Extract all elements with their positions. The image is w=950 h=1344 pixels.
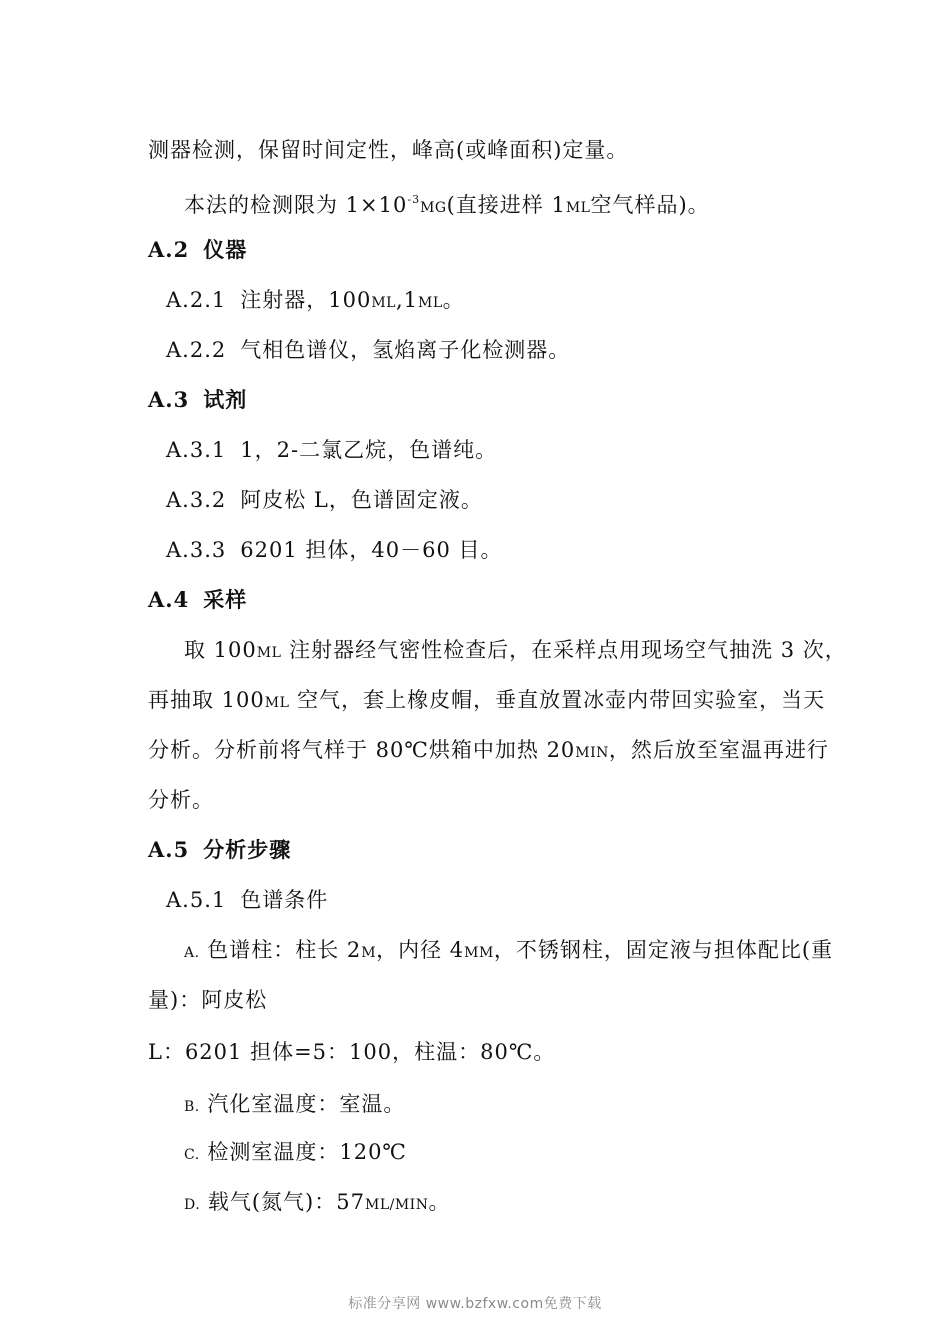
item-a33: A.3.3 6201 担体，40－60 目。 <box>166 538 503 562</box>
condition-a-line-3: L：6201 担体=5：100，柱温：80℃。 <box>148 1040 556 1064</box>
section-heading-a4: A.4 采样 <box>148 587 248 612</box>
item-a31: A.3.1 1，2-二氯乙烷，色谱纯。 <box>166 438 498 462</box>
condition-a-line-2: 量)：阿皮松 <box>148 988 268 1012</box>
sampling-line-3: 分析。分析前将气样于 80℃烘箱中加热 20MIN，然后放至室温再进行 <box>148 738 829 762</box>
condition-c: C. 检测室温度：120℃ <box>184 1140 407 1164</box>
item-a22: A.2.2 气相色谱仪，氢焰离子化检测器。 <box>166 338 571 362</box>
paragraph-line: 测器检测，保留时间定性，峰高(或峰面积)定量。 <box>148 138 629 162</box>
condition-a-line-1: A. 色谱柱：柱长 2M，内径 4MM，不锈钢柱，固定液与担体配比(重 <box>184 938 834 962</box>
sampling-line-4: 分析。 <box>148 788 214 812</box>
sampling-line-1: 取 100ML 注射器经气密性检查后，在采样点用现场空气抽洗 3 次， <box>184 638 847 662</box>
condition-d: D. 载气(氮气)：57ML/MIN。 <box>184 1190 451 1214</box>
section-heading-a5: A.5 分析步骤 <box>148 837 292 862</box>
condition-b: B. 汽化室温度：室温。 <box>184 1092 406 1116</box>
section-heading-a2: A.2 仪器 <box>148 237 248 262</box>
item-a51: A.5.1 色谱条件 <box>166 888 329 912</box>
footer-watermark: 标准分享网 www.bzfxw.com免费下载 <box>348 1296 602 1312</box>
section-heading-a3: A.3 试剂 <box>148 387 248 412</box>
item-a32: A.3.2 阿皮松 L，色谱固定液。 <box>166 488 483 512</box>
detection-limit-line: 本法的检测限为 $1\times 10^{-3}MG$(直接进样 1ML空气样品)。 <box>184 193 710 217</box>
sampling-line-2: 再抽取 100ML 空气，套上橡皮帽，垂直放置冰壶内带回实验室，当天 <box>148 688 826 712</box>
item-a21: A.2.1 注射器，100ML,1ML。 <box>166 288 465 312</box>
